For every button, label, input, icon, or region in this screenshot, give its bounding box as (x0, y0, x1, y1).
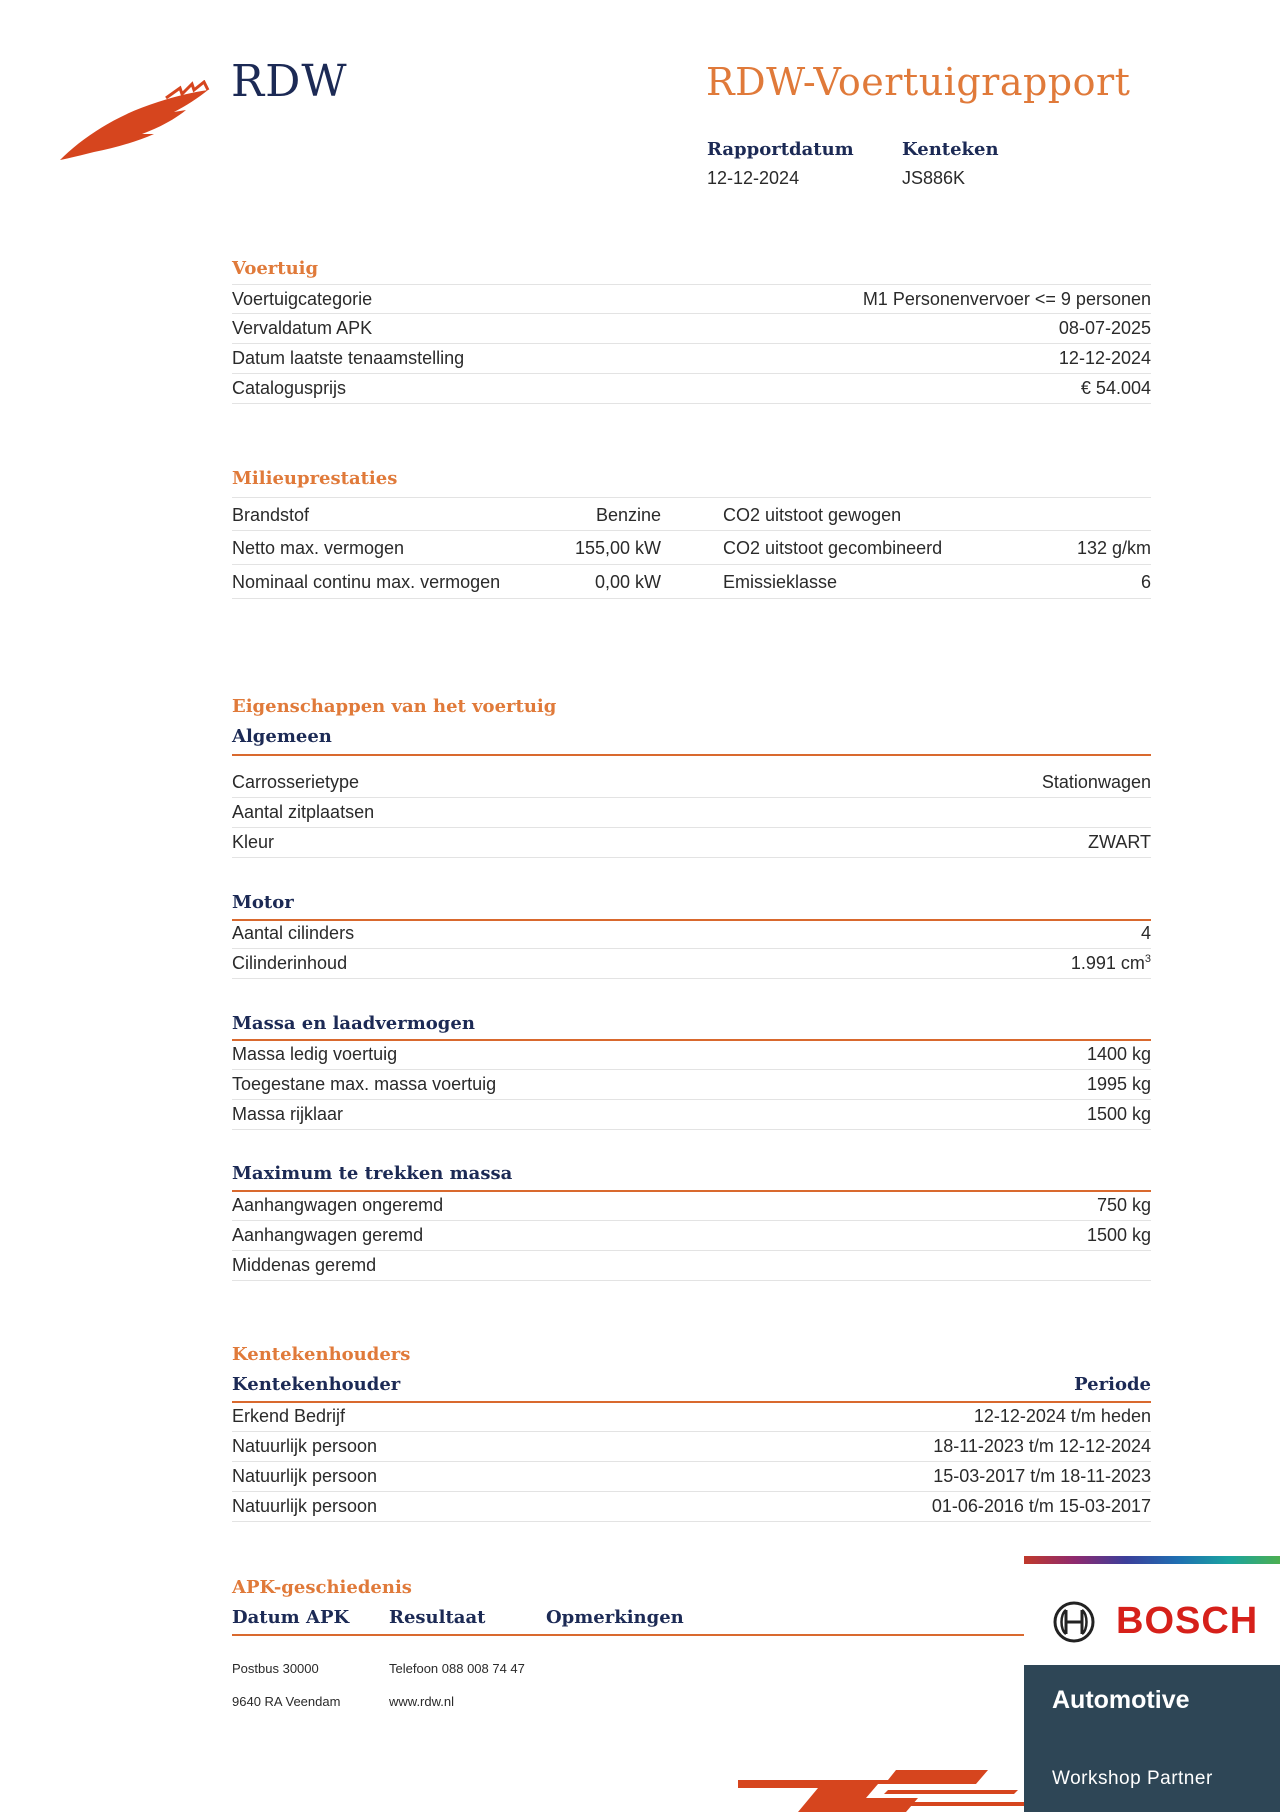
cubic-superscript: 3 (1144, 953, 1151, 965)
table-row (232, 828, 1151, 858)
table-row (232, 798, 1151, 828)
row-value: M1 Personenvervoer <= 9 personen (862, 289, 1151, 309)
holder-cell: Natuurlijk persoon (232, 1496, 378, 1516)
row-label: Catalogusprijs (232, 378, 347, 398)
bosch-workshop-partner-label: Workshop Partner (1052, 1768, 1213, 1789)
bosch-logo-area (1024, 1564, 1280, 1665)
rdw-arrows-decoration-icon (738, 1760, 1028, 1812)
table-row (232, 1432, 1151, 1462)
table-row (232, 565, 1151, 599)
row-value (1071, 953, 1151, 974)
row-label: Nominaal continu max. vermogen (232, 572, 501, 592)
row-value: 1995 kg (1086, 1074, 1151, 1094)
row-label: Toegestane max. massa voertuig (232, 1074, 497, 1094)
table-row (232, 497, 1151, 531)
table-row (232, 284, 1151, 314)
row-value: 12-12-2024 (1058, 348, 1151, 368)
row-label: CO2 uitstoot gewogen (723, 505, 902, 525)
section-title-eigenschappen: Eigenschappen van het voertuig (232, 696, 557, 717)
table-row (232, 1191, 1151, 1221)
table-row (232, 1100, 1151, 1130)
table-row (232, 768, 1151, 798)
bosch-color-stripe (1024, 1556, 1280, 1564)
table-row (232, 1040, 1151, 1070)
row-label: Brandstof (232, 505, 310, 525)
row-label: Massa ledig voertuig (232, 1044, 398, 1064)
row-value: 6 (1140, 572, 1151, 592)
kenteken-label: Kenteken (902, 139, 999, 160)
section-title-apk: APK-geschiedenis (232, 1577, 412, 1598)
row-value: 0,00 kW (594, 572, 661, 592)
row-value: Stationwagen (1041, 772, 1151, 792)
row-value: 4 (1140, 923, 1151, 943)
footer-phone: Telefoon 088 008 74 47 (389, 1661, 525, 1676)
row-value: 132 g/km (1076, 538, 1151, 558)
section-title-kentekenhouders: Kentekenhouders (232, 1344, 411, 1365)
row-value: € 54.004 (1080, 378, 1151, 398)
row-label: Middenas geremd (232, 1255, 377, 1275)
rdw-wordmark: RDW (231, 56, 348, 107)
row-value: 155,00 kW (574, 538, 661, 558)
row-value: 1400 kg (1086, 1044, 1151, 1064)
row-value: ZWART (1088, 832, 1151, 852)
row-label: Kleur (232, 832, 275, 852)
row-label: CO2 uitstoot gecombineerd (723, 538, 943, 558)
holder-cell: Natuurlijk persoon (232, 1466, 378, 1486)
holder-cell: Erkend Bedrijf (232, 1406, 346, 1426)
footer-postbus: Postbus 30000 (232, 1661, 319, 1676)
table-row (232, 1462, 1151, 1492)
bosch-armature-icon (1052, 1600, 1096, 1644)
row-value: Benzine (595, 505, 661, 525)
table-row (232, 1251, 1151, 1281)
footer-address: 9640 RA Veendam (232, 1694, 341, 1709)
row-label: Carrosserietype (232, 772, 360, 792)
table-row (232, 374, 1151, 404)
column-header-holder: Kentekenhouder (232, 1374, 401, 1395)
row-label: Aanhangwagen geremd (232, 1225, 424, 1245)
subsection-title-trekken: Maximum te trekken massa (232, 1163, 513, 1184)
row-value: 08-07-2025 (1058, 318, 1151, 338)
column-header-remarks: Opmerkingen (546, 1607, 684, 1628)
table-row (232, 1221, 1151, 1251)
page-title: RDW-Voertuigrapport (706, 60, 1131, 104)
table-row (232, 1402, 1151, 1432)
row-label: Aantal zitplaatsen (232, 802, 375, 822)
table-row (232, 344, 1151, 374)
row-label: Datum laatste tenaamstelling (232, 348, 465, 368)
bosch-wordmark: BOSCH (1116, 1600, 1259, 1642)
row-value: 1500 kg (1086, 1104, 1151, 1124)
footer-web-link[interactable]: www.rdw.nl (389, 1694, 455, 1709)
subsection-title-algemeen: Algemeen (232, 726, 332, 747)
holder-cell: Natuurlijk persoon (232, 1436, 378, 1456)
table-row (232, 1492, 1151, 1522)
column-header-date: Datum APK (232, 1607, 350, 1628)
bosch-automotive-label: Automotive (1052, 1686, 1190, 1714)
subsection-title-motor: Motor (232, 892, 294, 913)
table-row (232, 531, 1151, 565)
row-value: 1500 kg (1086, 1225, 1151, 1245)
row-label: Vervaldatum APK (232, 318, 373, 338)
table-row (232, 949, 1151, 979)
column-header-result: Resultaat (389, 1607, 486, 1628)
section-title-milieu: Milieuprestaties (232, 468, 398, 489)
kenteken-value: JS886K (902, 168, 966, 188)
row-label: Cilinderinhoud (232, 953, 348, 973)
rapportdatum-label: Rapportdatum (707, 139, 854, 160)
subsection-title-massa: Massa en laadvermogen (232, 1013, 475, 1034)
section-divider (232, 754, 1151, 756)
row-label: Voertuigcategorie (232, 289, 373, 309)
rdw-feather-logo-icon (58, 80, 210, 164)
row-value: 750 kg (1096, 1195, 1151, 1215)
table-row (232, 919, 1151, 949)
row-label: Netto max. vermogen (232, 538, 405, 558)
section-divider (232, 1634, 1024, 1636)
row-label: Emissieklasse (723, 572, 838, 592)
period-cell: 01-06-2016 t/m 15-03-2017 (931, 1496, 1151, 1516)
table-row (232, 1070, 1151, 1100)
row-label: Massa rijklaar (232, 1104, 344, 1124)
period-cell: 18-11-2023 t/m 12-12-2024 (933, 1436, 1151, 1456)
table-row (232, 314, 1151, 344)
row-label: Aantal cilinders (232, 923, 355, 943)
column-header-period: Periode (1074, 1374, 1151, 1395)
rapportdatum-value: 12-12-2024 (707, 168, 800, 188)
section-title-voertuig: Voertuig (232, 258, 319, 279)
bosch-partner-badge (1024, 1556, 1280, 1812)
period-cell: 12-12-2024 t/m heden (973, 1406, 1151, 1426)
row-label: Aanhangwagen ongeremd (232, 1195, 444, 1215)
period-cell: 15-03-2017 t/m 18-11-2023 (933, 1466, 1151, 1486)
cilinderinhoud-value: 1.991 cm (1070, 953, 1145, 973)
